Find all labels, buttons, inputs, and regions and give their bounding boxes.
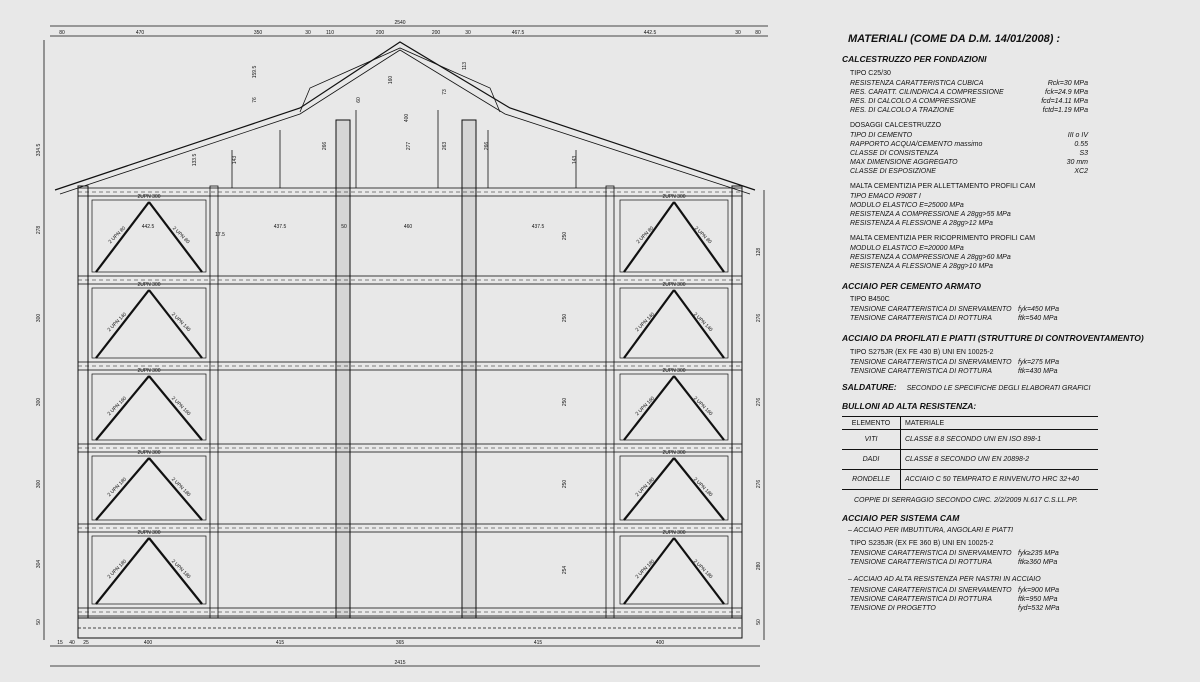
ca-heading: ACCIAIO PER CEMENTO ARMATO [842, 280, 981, 291]
diagonal-brace [96, 458, 149, 520]
column [606, 186, 614, 618]
list-item [850, 559, 1198, 568]
span-dimension: 460 [403, 224, 413, 230]
bolts-note: COPPIE DI SERRAGGIO SECONDO CIRC. 2/2/2009 N.617 C.S.LL.PP. [854, 497, 1078, 504]
property-name: TENSIONE CARATTERISTICA DI ROTTURA [850, 558, 992, 566]
property-name: RES. DI CALCOLO A COMPRESSIONE [850, 97, 976, 105]
list-item [850, 107, 1198, 116]
top-dimension: 80 [59, 30, 65, 36]
braced-bay [92, 536, 206, 604]
table-row [842, 430, 1098, 450]
roof-dimension: 159.5 [252, 65, 258, 79]
bulloni-heading: BULLONI AD ALTA RESISTENZA: [842, 400, 977, 411]
diagonal-brace [96, 376, 149, 440]
diagonal-label: 2 UPN 140 [106, 311, 129, 334]
beam-label: 2UPN 300 [662, 368, 686, 374]
property-value: ftk=430 MPa [1018, 367, 1058, 375]
left-dimension: 304 [36, 559, 42, 569]
right-dimension: 280 [756, 561, 762, 571]
span-dimension: 442.5 [141, 224, 155, 230]
diagonal-brace [624, 458, 674, 520]
property-value: Rck=30 MPa [1047, 79, 1088, 87]
list-item [850, 368, 1198, 377]
braced-bay [620, 288, 728, 358]
braced-bay [92, 200, 206, 272]
diagonal-brace [674, 538, 724, 604]
top-dimension: 30 [465, 30, 471, 36]
beam-label: 2UPN 300 [662, 282, 686, 288]
property-name: TENSIONE CARATTERISTICA DI ROTTURA [850, 367, 992, 375]
bottom-dimension: 40 [69, 640, 75, 646]
property-value: III o IV [1067, 131, 1088, 139]
roof-ridge-lantern [300, 48, 500, 112]
diagonal-brace [96, 290, 149, 358]
diagonal-label: 2 UPN 80 [692, 225, 713, 246]
property-name: TENSIONE CARATTERISTICA DI ROTTURA [850, 315, 992, 322]
span-dimension: 437.5 [531, 224, 545, 230]
roof-dimension: 113 [462, 62, 468, 70]
diagonal-label: 2 UPN 180 [106, 476, 129, 499]
diagonal-brace [149, 458, 202, 520]
bottom-dimension: 415 [533, 640, 543, 646]
list-item: RESISTENZA A FLESSIONE A 28gg>12 MPa [850, 219, 993, 227]
diagonal-label: 2 UPN 140 [169, 311, 192, 334]
diagonal-label: 2 UPN 140 [691, 311, 714, 334]
diagonal-label: 2 UPN 160 [106, 395, 129, 418]
malta2-heading: MALTA CEMENTIZIA PER RICOPRIMENTO PROFILI CAM [850, 234, 1036, 242]
roof-dimension: 277 [406, 141, 412, 151]
list-item: MODULO ELASTICO E=20000 MPa [850, 244, 964, 252]
roof-dimension: 266 [322, 141, 328, 151]
list-item [850, 306, 1198, 315]
diagonal-label: 2 UPN 180 [169, 476, 192, 499]
top-dimension: 30 [735, 30, 741, 36]
property-name: CLASSE DI ESPOSIZIONE [850, 167, 936, 175]
saldature-line [842, 383, 1198, 392]
cam-rows2 [842, 587, 1198, 614]
top-dimension: 467.5 [511, 30, 525, 36]
beam-label: 2UPN 300 [662, 194, 686, 200]
roof-dimension: 143 [572, 155, 578, 165]
beam-label: 2UPN 300 [662, 530, 686, 536]
inner-dimension: 254 [562, 565, 568, 575]
left-dimension: 334.5 [36, 143, 42, 157]
right-dimension: 276 [756, 479, 762, 489]
diagonal-brace [624, 538, 674, 604]
property-value: ftk=540 MPa [1018, 315, 1058, 322]
saldature-text: SECONDO LE SPECIFICHE DEGLI ELABORATI GRAFICI [906, 384, 1091, 392]
span-dimension: 50 [341, 224, 347, 230]
span-dimension: 17.5 [215, 232, 225, 238]
bottom-dimension: 415 [275, 640, 285, 646]
roof-dimension: 73 [442, 89, 448, 95]
list-item [850, 359, 1198, 368]
left-wall [78, 186, 88, 618]
diagonal-brace [674, 202, 724, 272]
property-value: fyk=900 MPa [1018, 586, 1060, 594]
beam-label: 2UPN 300 [137, 530, 161, 536]
top-dimension: 80 [755, 30, 761, 36]
property-value: fyk=275 MPa [1018, 358, 1060, 366]
materials-notes [842, 28, 1198, 614]
diagonal-label: 2 UPN 160 [634, 395, 657, 418]
column [210, 186, 218, 618]
braced-bay [620, 200, 728, 272]
dosaggi-rows [842, 132, 1198, 177]
property-name: MAX DIMENSIONE AGGREGATO [850, 158, 958, 166]
beam-label: 2UPN 300 [137, 450, 161, 456]
property-name: TENSIONE DI PROGETTO [850, 604, 936, 612]
inner-dimension: 250 [562, 479, 568, 489]
braced-bay [92, 288, 206, 358]
right-dimension: 128 [756, 247, 762, 257]
diagonal-label: 2 UPN 80 [170, 225, 191, 246]
cam-heading: ACCIAIO PER SISTEMA CAM [842, 513, 960, 523]
property-value: 0.55 [1074, 140, 1088, 148]
diagonal-brace [674, 376, 724, 440]
list-item [850, 159, 1198, 168]
malta1-heading: MALTA CEMENTIZIA PER ALLETTAMENTO PROFILI CAM [850, 182, 1036, 190]
beam-label: 2UPN 300 [662, 450, 686, 456]
diagonal-brace [149, 290, 202, 358]
cam-dash2: – ACCIAIO AD ALTA RESISTENZA PER NASTRI IN ACCIAIO [848, 575, 1041, 583]
cam-dash1: – ACCIAIO PER IMBUTITURA, ANGOLARI E PIATTI [848, 526, 1014, 534]
property-value: ftk=950 MPa [1018, 595, 1058, 603]
list-item [850, 132, 1198, 141]
profilati-tipo: TIPO S275JR (EX FE 430 B) UNI EN 10025-2 [850, 348, 994, 356]
diagonal-brace [149, 376, 202, 440]
property-name: TIPO DI CEMENTO [850, 131, 913, 139]
property-name: CLASSE DI CONSISTENZA [850, 149, 939, 157]
top-dimension: 442.5 [643, 30, 657, 36]
bolt-material: CLASSE 8 SECONDO UNI EN 20898-2 [901, 450, 1099, 470]
table-row [842, 450, 1098, 470]
inner-dimension: 250 [562, 231, 568, 241]
list-item: TIPO EMACO R908T I [850, 192, 921, 200]
property-value: fcd=14.11 MPa [1041, 97, 1088, 105]
bottom-dimension: 365 [395, 640, 405, 646]
list-item: RESISTENZA A COMPRESSIONE A 28gg>55 MPa [850, 210, 1011, 218]
diagonal-label: 2 UPN 180 [634, 476, 657, 499]
list-item [850, 596, 1198, 605]
property-name: TENSIONE CARATTERISTICA DI SNERVAMENTO [850, 586, 1012, 594]
bolts-header-row [842, 417, 1098, 430]
roof-dimension: 160 [388, 75, 394, 85]
roof-dimension: 143 [232, 155, 238, 165]
roof-dimension: 263 [442, 141, 448, 151]
top-dimension: 2540 [394, 20, 406, 26]
diagonal-brace [674, 290, 724, 358]
diagonal-brace [96, 202, 149, 272]
bolt-element: VITI [842, 430, 901, 450]
list-item: RESISTENZA A FLESSIONE A 28gg>10 MPa [850, 262, 993, 270]
ca-tipo: TIPO B450C [850, 296, 890, 303]
braced-bay [620, 536, 728, 604]
beam-label: 2UPN 300 [137, 194, 161, 200]
braced-bay [92, 456, 206, 520]
bolt-element: RONDELLE [842, 470, 901, 490]
cls-heading: CALCESTRUZZO PER FONDAZIONI [842, 54, 987, 64]
diagonal-brace [149, 202, 202, 272]
bolts-table [842, 416, 1098, 490]
roof-dimension: 60 [356, 97, 362, 103]
bottom-dimension: 400 [143, 640, 153, 646]
top-dimension: 200 [431, 30, 441, 36]
profilati-heading: ACCIAIO DA PROFILATI E PIATTI (STRUTTURE DI CONTROVENTAMENTO) [842, 333, 1144, 343]
notes-title: MATERIALI (COME DA D.M. 14/01/2008) : [848, 33, 1061, 45]
left-dimension: 278 [36, 225, 42, 235]
list-item [850, 168, 1198, 177]
diagonal-brace [674, 458, 724, 520]
list-item [850, 550, 1198, 559]
bolt-material: ACCIAIO C 50 TEMPRATO E RINVENUTO HRC 32+40 [901, 470, 1099, 490]
dosaggi-heading: DOSAGGI CALCESTRUZZO [850, 121, 942, 129]
bolt-material: CLASSE 8.8 SECONDO UNI EN ISO 898-1 [901, 430, 1099, 450]
inner-dimension: 250 [562, 397, 568, 407]
roof-dimension: 76 [252, 97, 258, 103]
left-dimension: 300 [36, 397, 42, 407]
property-name: RES. DI CALCOLO A TRAZIONE [850, 106, 955, 114]
right-dimension: 50 [756, 619, 762, 625]
bolts-col-elemento: ELEMENTO [842, 417, 901, 430]
left-dimension: 300 [36, 479, 42, 489]
property-value: fck=24.9 MPa [1045, 88, 1088, 96]
beam-label: 2UPN 300 [137, 368, 161, 374]
diagonal-label: 2 UPN 180 [106, 558, 129, 581]
diagonal-label: 2 UPN 160 [691, 395, 714, 418]
cls-rows [842, 80, 1198, 116]
property-name: RESISTENZA CARATTERISTICA CUBICA [850, 79, 984, 87]
property-value: 30 mm [1066, 158, 1088, 166]
diagonal-label: 2 UPN 80 [635, 225, 656, 246]
pillar [336, 120, 350, 618]
diagonal-brace [149, 538, 202, 604]
property-name: TENSIONE CARATTERISTICA DI ROTTURA [850, 595, 992, 603]
braced-bay [92, 374, 206, 440]
top-dimension: 470 [135, 30, 145, 36]
ca-rows [842, 306, 1198, 324]
list-item [850, 98, 1198, 107]
property-name: TENSIONE CARATTERISTICA DI SNERVAMENTO [850, 306, 1012, 313]
span-dimension: 437.5 [273, 224, 287, 230]
list-item [850, 315, 1198, 324]
property-value: fyk=450 MPa [1018, 306, 1060, 313]
diagonal-label: 2 UPN 80 [107, 225, 128, 246]
bottom-dimension: 15 [57, 640, 63, 646]
top-dimension: 30 [305, 30, 311, 36]
property-value: S3 [1079, 149, 1088, 157]
right-dimension: 276 [756, 397, 762, 407]
diagonal-label: 2 UPN 180 [691, 476, 714, 499]
top-dimension: 110 [326, 30, 334, 36]
braced-bay [620, 456, 728, 520]
roof-dimension: 266 [484, 141, 490, 151]
list-item: MODULO ELASTICO E=25000 MPa [850, 201, 964, 209]
list-item: RESISTENZA A COMPRESSIONE A 28gg>60 MPa [850, 253, 1011, 261]
property-value: fyd=532 MPa [1018, 604, 1060, 612]
bottom-dimension: 400 [655, 640, 665, 646]
left-dimension: 300 [36, 313, 42, 323]
property-name: RES. CARATT. CILINDRICA A COMPRESSIONE [850, 88, 1004, 96]
list-item [850, 605, 1198, 614]
property-value: XC2 [1074, 167, 1088, 175]
list-item [850, 587, 1198, 596]
property-value: fyk≥235 MPa [1018, 549, 1059, 557]
diagonal-brace [96, 538, 149, 604]
bottom-dimension: 25 [83, 640, 89, 646]
list-item [850, 150, 1198, 159]
right-wall [732, 186, 742, 618]
malta1-rows [842, 193, 1198, 229]
bolts-col-materiale: MATERIALE [901, 417, 1099, 430]
property-name: RAPPORTO ACQUA/CEMENTO massimo [850, 140, 983, 148]
bottom-dimension: 2415 [394, 660, 406, 666]
diagonal-label: 2 UPN 140 [634, 311, 657, 334]
property-value: fctd=1.19 MPa [1042, 106, 1088, 114]
cam-rows1 [842, 550, 1198, 568]
beam-label: 2UPN 300 [137, 282, 161, 288]
roof-dimension: 400 [404, 113, 410, 123]
pillar [462, 120, 476, 618]
diagonal-brace [624, 376, 674, 440]
bolt-element: DADI [842, 450, 901, 470]
list-item [850, 89, 1198, 98]
list-item [850, 80, 1198, 89]
diagonal-brace [624, 202, 674, 272]
list-item [850, 141, 1198, 150]
diagonal-label: 2 UPN 180 [634, 558, 657, 581]
saldature-label: SALDATURE: [842, 381, 897, 392]
top-dimension: 350 [253, 30, 263, 36]
diagonal-label: 2 UPN 160 [169, 395, 192, 418]
left-dimension: 50 [36, 619, 42, 625]
property-value: ftk≥360 MPa [1018, 558, 1058, 566]
diagonal-label: 2 UPN 180 [691, 558, 714, 581]
cls-tipo: TIPO C25/30 [850, 69, 891, 77]
property-name: TENSIONE CARATTERISTICA DI SNERVAMENTO [850, 549, 1012, 557]
right-dimension: 276 [756, 313, 762, 323]
diagonal-brace [624, 290, 674, 358]
diagonal-label: 2 UPN 180 [169, 558, 192, 581]
cam-tipo: TIPO S235JR (EX FE 360 B) UNI EN 10025-2 [850, 539, 994, 547]
malta2-rows [842, 245, 1198, 272]
top-dimension: 200 [375, 30, 385, 36]
braced-bay [620, 374, 728, 440]
property-name: TENSIONE CARATTERISTICA DI SNERVAMENTO [850, 358, 1012, 366]
table-row [842, 470, 1098, 490]
roof-dimension: 133.5 [192, 153, 198, 167]
profilati-rows [842, 359, 1198, 377]
inner-dimension: 250 [562, 313, 568, 323]
